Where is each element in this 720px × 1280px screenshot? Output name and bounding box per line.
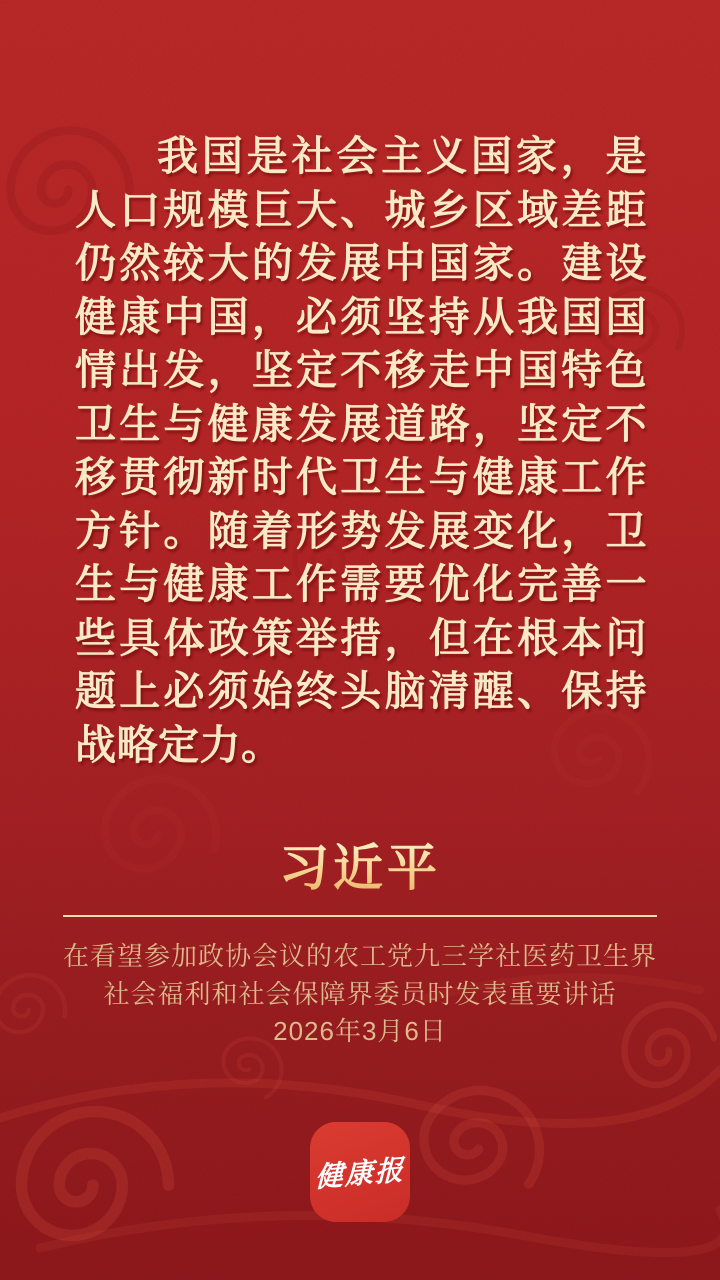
attribution-date: 2026年3月6日	[273, 1016, 447, 1046]
attribution-line-2: 社会福利和社会保障界委员时发表重要讲话	[103, 978, 617, 1009]
divider-line	[63, 915, 657, 917]
signature-name: 习近平	[0, 841, 720, 895]
health-news-logo-text: 健康报	[314, 1154, 406, 1194]
attribution	[0, 938, 720, 1051]
attribution-line-1: 在看望参加政协会议的农工党九三学社医药卫生界	[62, 941, 657, 971]
quote-text: 我国是社会主义国家，是人口规模巨大、城乡区域差距仍然较大的发展中国家。建设健康中国，必须坚持从我国国情出发，坚定不移走中国特色卫生与健康发展道路，坚定不移贯彻新时代卫生与健康工作方针。随着形势发展变化，卫生与健康工作需要优化完善一些具体政策举措，但在根本问题上必须始终头脑清醒、保持战略定力。	[75, 133, 647, 768]
health-news-logo	[310, 1122, 410, 1222]
